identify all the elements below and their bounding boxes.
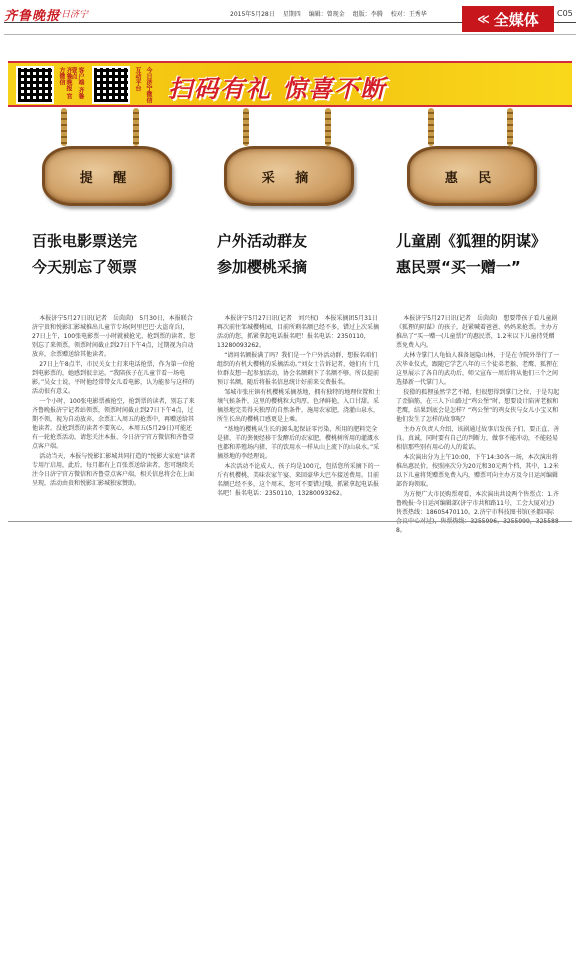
qr-code-icon — [16, 66, 54, 104]
headline-line-2: 今天别忘了领票 — [32, 258, 138, 276]
issue-info — [230, 9, 427, 18]
headline-line-1: 百张电影票送完 — [32, 232, 138, 250]
qr-caption: 客户端 齐鲁壹点 — [70, 67, 84, 100]
article-paragraph: “基地的樱桃从生长的源头起保证零污染，所用的肥料完全是猪、羊的粪便经移干发酵后的农家肥，樱桃树所用的灌溉水也都和养殖场内猪、羊的饮用水一样从山上流下的山泉水。”采摘基地的李经理说。 — [217, 426, 380, 460]
qr-caption: 齐鲁晚报 官方微信 — [58, 67, 72, 100]
sign-label: 惠 民 — [444, 170, 500, 186]
promo-banner — [8, 61, 572, 107]
paper-sub-title: 今日济宁 — [52, 10, 89, 20]
issue-designer: 组版：李腾 — [352, 11, 383, 18]
article-movie-tickets — [32, 228, 196, 488]
banner-slogan: 扫码有礼 惊喜不断 — [168, 75, 387, 103]
article-paragraph: 大林寺掌门人龟仙人准备退隐山林，于是在寺院外举行了一次毕业仪式，跟随它学艺八年的三个徒弟老猴、老鹰、狐狸在这里展示了各自的武功后，师父宣布一周后将从他们三个之间选择新一代掌门人。 — [396, 352, 560, 386]
article-paragraph: 邹城市张庄镇有机樱桃采摘基地，拥有独特的地理位置和土壤气候条件，这里的樱桃粒大肉厚，色泽鲜艳，入口甘甜。采摘基地完美得天独厚的自然条件，施用农家肥，浇灌山泉水，所生长出的樱桃口感更是上乘。 — [217, 389, 381, 423]
article-paragraph: 一个小时，100张电影票被抢空，抢到票的读者，别忘了来齐鲁晚报济宁记者站领票，领票时间截止到27日下午4点，过期不领，视为自动放弃，余票汇入周五的抢票中，再赠送给其他读者。没抢到票的读者不要灰心，本周五(5月29日)可能还有一轮抢票活动，请您关注本报、今日济宁官方微信和齐鲁壹点客户端。 — [32, 398, 195, 450]
sign-board — [224, 146, 354, 206]
qr-code-icon — [92, 66, 130, 104]
sign-label: 采 摘 — [261, 170, 317, 186]
header-divider-lower — [4, 34, 576, 35]
article-paragraph: 本次活动不论成人、孩子均是100元，包括您所采摘下的一斤有机樱桃，美味农家午宴、来回豪华大巴车接送费用。目前名额已经不多，这个周末，您可不要错过哦，抓紧拿起电话报名吧！报名电话：2350110，13280093262。 — [217, 463, 380, 497]
qr-caption: 今日济宁微信 — [145, 67, 152, 103]
issue-proofreader: 校对：王秀华 — [390, 11, 427, 18]
article-paragraph: 27日上午8点半，市民关女士打来电话抢票，作为第一位抢到电影票的，她感到很幸运。“我陪孩子在儿童节看一场电影。”吴女士说，平时他经常带女儿看电影，认为能参与这样的活动很有意义。 — [32, 361, 195, 395]
article-lead: 本报济宁5月27日讯(记者 刘兴权) 本报采摘团5月31日再次前往邹城樱桃园，目前所剩名额已经不多，错过上次采摘活动的您，抓紧拿起电话报名吧！报名电话：2350110，13280093262。 — [217, 315, 380, 349]
paper-logo: 齐鲁晚报 — [4, 9, 61, 24]
article-paragraph: “请问名额报满了吗？我们是一个户外活动群，想报名咱们组织的有机大樱桃的采摘活动。”刘女士告诉记者，她们有十几位群友想一起参加活动，协会名额剩下了名额不够，所以提前预订名额，随后将报名信息统计好前来交费报名。 — [217, 352, 380, 386]
bottom-divider — [8, 521, 572, 522]
section-tag — [462, 6, 554, 32]
masthead — [0, 0, 580, 38]
article-paragraph: 为方便广大市民购票观看，本次演出共设两个售票点：1.齐鲁晚报·今日运河编辑部(济宁市共和路11号，工会大厦对过)售票热线：18605470110。2.济宁市科技图书馆(圣都国际会议中心对过)，售票热线：3255996，3255999，3255888。 — [396, 491, 559, 534]
issue-date: 2015年5月28日 — [230, 11, 275, 18]
section-name: 全媒体 — [493, 10, 539, 29]
qr-caption: 互动平台 — [134, 67, 141, 91]
page-number: C05 — [557, 9, 573, 18]
article-paragraph: 狡猾的狐狸虽然学艺不精，但很想得到掌门之位，于是勾起了歪脑筋，在三人下山路过“鸡公堡”时，想要设计陷害老猴和老鹰，结果到底会是怎样？“鸡公堡”的鸡女侠与女儿小宝又和他们发生了怎样的故事呢？ — [396, 389, 560, 423]
chain-icon — [243, 108, 249, 146]
article-children-play — [396, 228, 560, 535]
issue-editor: 编辑：曾现金 — [308, 11, 345, 18]
headline-line-2: 惠民票“买一赠一” — [396, 258, 521, 276]
headline-line-2: 参加樱桃采摘 — [217, 258, 308, 276]
article-cherry-picking — [217, 228, 381, 498]
article-paragraph: 主办方负责人介绍，该剧通过故事启发孩子们，要正直、善良、真诚，同时要有自己的判断力，做事不能冲动，不能轻易相信那些别有用心的人的谎话。 — [396, 426, 560, 451]
article-paragraph: 活动当天，本报与悦影汇影城共同打造的“悦影大家庭”读者专用厅启用，此后，每月都有上百张票送给读者，您可继续关注今日济宁官方微信和齐鲁壹点客户端，相关信息将会在上面呈现，活动由贵和悦影汇影城独家赞助。 — [32, 453, 196, 487]
article-lead: 本报济宁5月27日讯(记者 岳茵茵) 5月30日，本报联合济宁贵和悦影汇影城推出儿童节专场(阿里巴巴·大盗奇兵)，27日上午，100张电影票一小时就被抢光，抢到票的读者，您别忘了来领票，领票时间截止到27日下午4点，过期视为自动放弃，余票赠送给其他读者。 — [32, 315, 196, 358]
chain-icon — [325, 108, 331, 146]
chain-icon — [507, 108, 513, 146]
article-lead: 本报济宁5月27日讯(记者 岳茵茵) 想要带孩子看儿童剧《狐狸的阴谋》的孩子，赶紧喊着爸爸、妈妈来抢票。主办方推出了“买一赠一(儿童票)”的惠民票，1.2米以下儿童持凭赠票免费入内。 — [396, 315, 559, 349]
chain-icon — [61, 108, 67, 146]
chain-icon — [133, 108, 139, 146]
sign-label: 提 醒 — [79, 170, 135, 186]
section-arrow-icon: ≪ — [477, 12, 490, 26]
article-paragraph: 本次演出分为上午10:00，下午14:30各一场，本次演出将推出惠民价，按照座次分为20元和30元两个档，其中，1.2米以下儿童将凭赠票免费入内，赠票可向主办方及今日运河编辑部咨询领取。 — [396, 454, 559, 488]
headline-line-1: 儿童剧《狐狸的阴谋》 — [396, 232, 547, 250]
headline-line-1: 户外活动群友 — [217, 232, 308, 250]
issue-weekday: 星期四 — [282, 11, 301, 18]
chain-icon — [428, 108, 434, 146]
sign-board — [42, 146, 172, 206]
sign-board — [407, 146, 537, 206]
